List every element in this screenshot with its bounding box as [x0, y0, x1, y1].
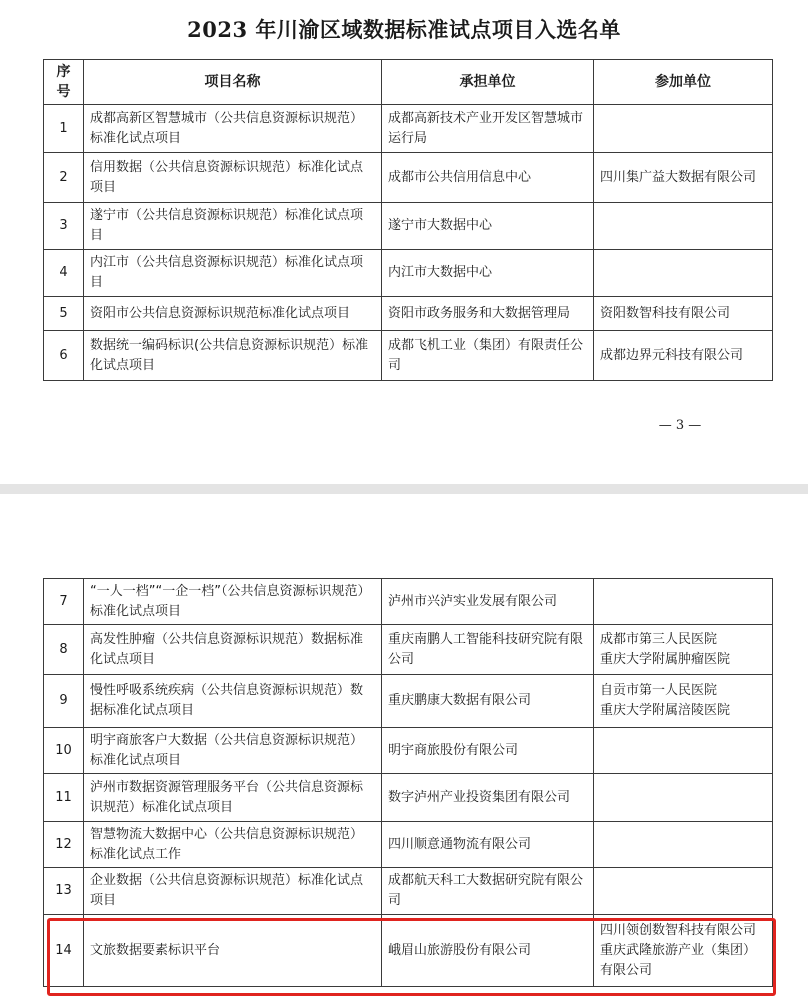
row-lead: 峨眉山旅游股份有限公司 — [382, 915, 594, 987]
row-participant — [594, 105, 773, 153]
row-seq: 7 — [44, 579, 84, 625]
table-row — [44, 868, 773, 915]
table-row — [44, 250, 773, 297]
row-project: 企业数据（公共信息资源标识规范）标准化试点项目 — [84, 868, 382, 915]
row-seq: 6 — [44, 331, 84, 381]
row-seq: 2 — [44, 153, 84, 203]
row-seq: 11 — [44, 774, 84, 822]
row-project: 内江市（公共信息资源标识规范）标准化试点项目 — [84, 250, 382, 297]
row-participant — [594, 579, 773, 625]
table-row — [44, 625, 773, 675]
header-seq: 序号 — [44, 60, 84, 105]
row-participant: 成都市第三人民医院 重庆大学附属肿瘤医院 — [594, 625, 773, 675]
row-participant: 资阳数智科技有限公司 — [594, 297, 773, 331]
row-lead: 遂宁市大数据中心 — [382, 203, 594, 250]
row-seq: 10 — [44, 728, 84, 774]
row-seq: 3 — [44, 203, 84, 250]
row-participant: 四川领创数智科技有限公司 重庆武隆旅游产业（集团）有限公司 — [594, 915, 773, 987]
row-project: 明宇商旅客户大数据（公共信息资源标识规范）标准化试点项目 — [84, 728, 382, 774]
page-title: 2023 年川渝区域数据标准试点项目入选名单 — [187, 17, 621, 42]
row-participant: 成都边界元科技有限公司 — [594, 331, 773, 381]
page-separator — [0, 484, 808, 494]
row-seq: 8 — [44, 625, 84, 675]
table-row — [44, 331, 773, 381]
table-row — [44, 915, 773, 987]
row-lead: 重庆南鹏人工智能科技研究院有限公司 — [382, 625, 594, 675]
table-row — [44, 579, 773, 625]
table-row — [44, 153, 773, 203]
table-row — [44, 297, 773, 331]
table-row — [44, 822, 773, 868]
header-lead: 承担单位 — [382, 60, 594, 105]
table-row — [44, 203, 773, 250]
project-table-page-4 — [43, 578, 773, 987]
row-seq: 5 — [44, 297, 84, 331]
row-project: 信用数据（公共信息资源标识规范）标准化试点项目 — [84, 153, 382, 203]
page-number: — 3 — — [658, 418, 702, 433]
row-project: 文旅数据要素标识平台 — [84, 915, 382, 987]
row-lead: 四川顺意通物流有限公司 — [382, 822, 594, 868]
row-project: 高发性肿瘤（公共信息资源标识规范）数据标准化试点项目 — [84, 625, 382, 675]
row-lead: 成都飞机工业（集团）有限责任公司 — [382, 331, 594, 381]
row-lead: 重庆鹏康大数据有限公司 — [382, 675, 594, 728]
row-lead: 成都高新技术产业开发区智慧城市运行局 — [382, 105, 594, 153]
row-participant — [594, 868, 773, 915]
table-row — [44, 728, 773, 774]
row-seq: 12 — [44, 822, 84, 868]
table-row — [44, 774, 773, 822]
row-lead: 泸州市兴泸实业发展有限公司 — [382, 579, 594, 625]
row-participant — [594, 250, 773, 297]
row-project: 数据统一编码标识(公共信息资源标识规范）标准化试点项目 — [84, 331, 382, 381]
row-seq: 1 — [44, 105, 84, 153]
row-lead: 明宇商旅股份有限公司 — [382, 728, 594, 774]
row-project: 资阳市公共信息资源标识规范标准化试点项目 — [84, 297, 382, 331]
row-project: 慢性呼吸系统疾病（公共信息资源标识规范）数据标准化试点项目 — [84, 675, 382, 728]
row-participant — [594, 774, 773, 822]
row-project: 智慧物流大数据中心（公共信息资源标识规范）标准化试点工作 — [84, 822, 382, 868]
row-participant — [594, 203, 773, 250]
row-participant — [594, 822, 773, 868]
row-seq: 9 — [44, 675, 84, 728]
row-lead: 内江市大数据中心 — [382, 250, 594, 297]
row-seq: 4 — [44, 250, 84, 297]
table-row — [44, 675, 773, 728]
row-project: 成都高新区智慧城市（公共信息资源标识规范）标准化试点项目 — [84, 105, 382, 153]
row-project: 遂宁市（公共信息资源标识规范）标准化试点项目 — [84, 203, 382, 250]
row-participant: 四川集广益大数据有限公司 — [594, 153, 773, 203]
table-row — [44, 105, 773, 153]
row-project: 泸州市数据资源管理服务平台（公共信息资源标识规范）标准化试点项目 — [84, 774, 382, 822]
document-page-3 — [0, 0, 808, 484]
row-lead: 数字泸州产业投资集团有限公司 — [382, 774, 594, 822]
row-participant — [594, 728, 773, 774]
row-lead: 成都航天科工大数据研究院有限公司 — [382, 868, 594, 915]
header-participant: 参加单位 — [594, 60, 773, 105]
project-table-page-3 — [43, 59, 773, 381]
table-header-row — [44, 60, 773, 105]
row-project: “一人一档”“一企一档”（公共信息资源标识规范）标准化试点项目 — [84, 579, 382, 625]
row-lead: 资阳市政务服务和大数据管理局 — [382, 297, 594, 331]
row-seq: 14 — [44, 915, 84, 987]
row-participant: 自贡市第一人民医院 重庆大学附属涪陵医院 — [594, 675, 773, 728]
header-project: 项目名称 — [84, 60, 382, 105]
row-seq: 13 — [44, 868, 84, 915]
row-lead: 成都市公共信用信息中心 — [382, 153, 594, 203]
